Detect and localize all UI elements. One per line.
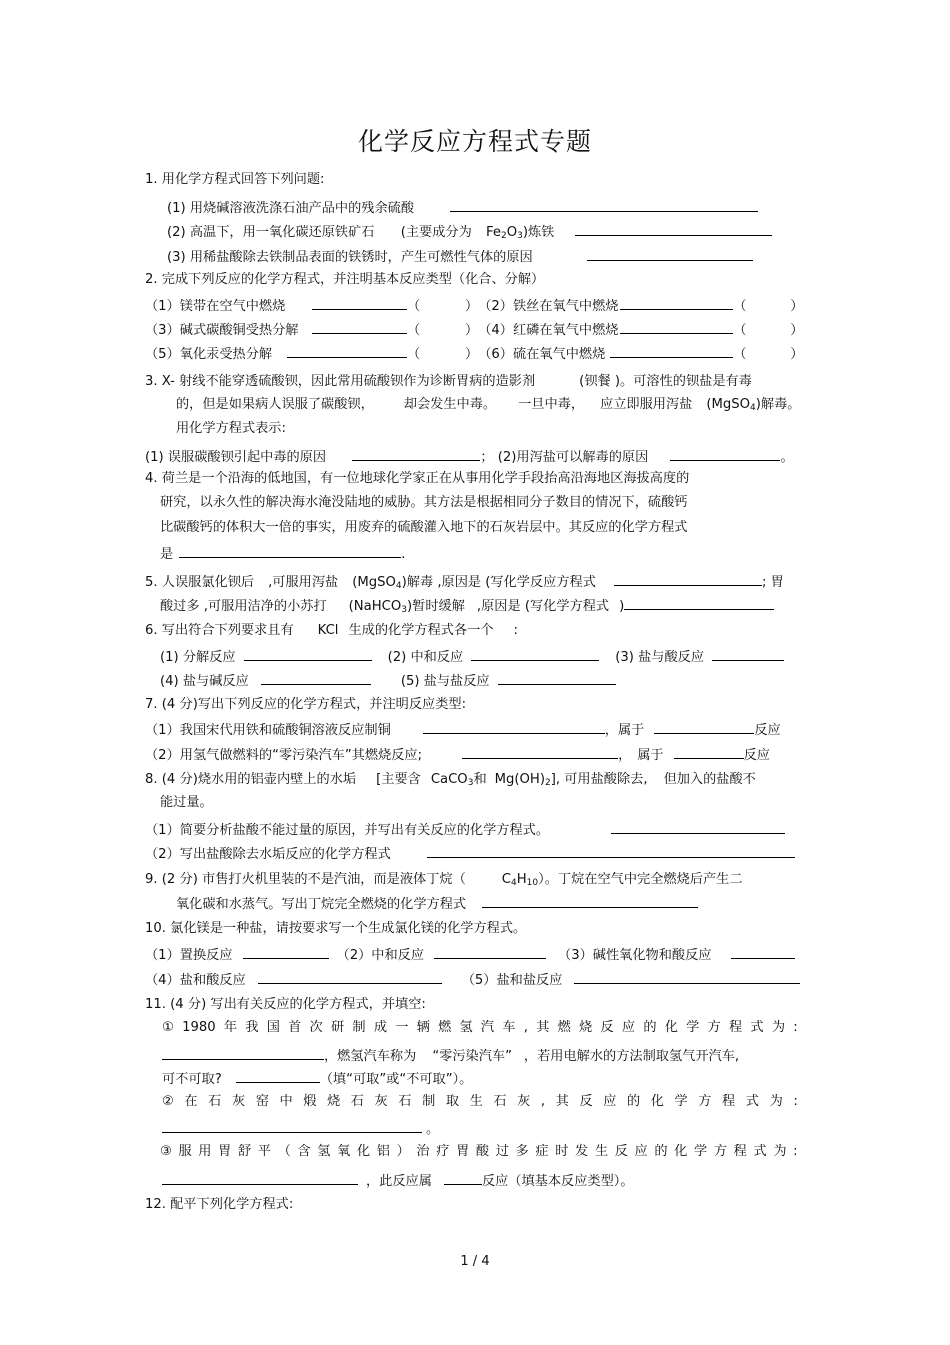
q11-text-token: ② <box>162 1094 174 1109</box>
q11-text-token: ① <box>162 1020 174 1035</box>
q11-text-token: 铝 <box>376 1144 390 1159</box>
q11-text-token: 为 <box>771 1020 786 1035</box>
q1-heading: 1. 用化学方程式回答下列问题: <box>145 172 325 187</box>
q11-text-token: 车 <box>502 1020 516 1035</box>
q2-row2: （3）碱式碳酸铜受热分解 （ ）（4）红磷在氧气中燃烧 （ ） <box>145 319 803 340</box>
q8-row2: （2）写出盐酸除去水垢反应的化学方程式 <box>145 843 795 864</box>
q4-line2: 研究，以永久性的解决海水淹没陆地的威胁。其方法是根据相同分子数目的情况下，硫酸钙 <box>160 495 688 510</box>
q11-text-token: 在 <box>184 1094 198 1109</box>
q11-text-token: 化 <box>664 1020 678 1035</box>
answer-blank[interactable] <box>574 969 800 984</box>
page-title: 化学反应方程式专题 <box>357 127 592 156</box>
answer-blank[interactable] <box>450 197 758 212</box>
q11-text-token: 灰 <box>517 1094 531 1109</box>
formula-mgso4: (MgSO$_4$ <box>352 575 402 591</box>
q2-item1: （1）镁带在空气中燃烧 <box>145 299 286 314</box>
q11-part1-line3: 可不可取? （填“可取”或“不可取”）。 <box>162 1068 472 1089</box>
q1-part3-text: (3) 用稀盐酸除去铁制品表面的铁锈时，产生可燃性气体的原因 <box>167 250 533 265</box>
q11-text-token: 其 <box>555 1094 569 1109</box>
q4-line1: 4. 荷兰是一个沿海的低地国，有一位地球化学家正在从事用化学手段抬高沿海地区海拔高度的 <box>145 471 690 486</box>
q11-text-token: 程 <box>722 1094 736 1109</box>
answer-blank[interactable] <box>587 246 753 261</box>
q11-text-token: 石 <box>350 1094 364 1109</box>
answer-blank[interactable] <box>471 646 599 661</box>
answer-blank[interactable] <box>444 1170 482 1185</box>
answer-blank[interactable] <box>258 969 442 984</box>
q11-text-token: 症 <box>535 1144 549 1159</box>
q11-text-token: 取 <box>445 1094 460 1109</box>
q11-text-token: 学 <box>686 1020 700 1035</box>
q11-text-token: 胃 <box>456 1144 470 1159</box>
q10-row1: （1）置换反应 （2）中和反应 （3）碱性氧化物和酸反应 <box>145 944 795 965</box>
answer-blank[interactable] <box>243 944 329 959</box>
q11-text-token: 应 <box>634 1144 648 1159</box>
q11-text-token: 燃 <box>557 1020 571 1035</box>
q11-text-token: 反 <box>600 1020 614 1035</box>
q11-text-token: 多 <box>515 1144 529 1159</box>
answer-blank[interactable] <box>244 646 372 661</box>
q11-text-token: 过 <box>495 1144 509 1159</box>
q11-text-token: 方 <box>707 1020 721 1035</box>
q11-text-token: 学 <box>674 1094 688 1109</box>
q11-text-token: 方 <box>713 1144 728 1159</box>
q2-item5: （5）氧化汞受热分解 <box>145 347 273 362</box>
q12-heading: 12. 配平下列化学方程式: <box>145 1197 294 1212</box>
answer-blank[interactable] <box>611 819 785 834</box>
q11-text-token: 首 <box>288 1020 302 1035</box>
q11-text-token: 辆 <box>416 1020 430 1035</box>
q5-line1: 5. 人误服氯化钡后 ,可服用泻盐 (MgSO$_4$)解毒 ,原因是 (写化学反应方程式 ; 胃 <box>145 571 784 592</box>
q11-text-token: 燃 <box>438 1020 452 1035</box>
q2-item6: （6）硫在氧气中燃烧 <box>478 347 606 362</box>
q11-text-token: 我 <box>245 1020 259 1035</box>
q11-text-token: 用 <box>198 1144 212 1159</box>
q11-text-token: 反 <box>614 1144 628 1159</box>
q9-line2: 氧化碳和水蒸气。写出丁烷完全燃烧的化学方程式 <box>176 893 698 914</box>
q11-text-token: 化 <box>650 1094 664 1109</box>
q11-text-token: 胃 <box>218 1144 232 1159</box>
q11-text-token: : <box>793 1094 798 1109</box>
q2-item4: （4）红磷在氧气中燃烧 <box>478 323 619 338</box>
q11-text-token: 烧 <box>327 1094 341 1109</box>
q2-item3: （3）碱式碳酸铜受热分解 <box>145 323 299 338</box>
q11-text-token: 窑 <box>255 1094 269 1109</box>
q5-line2: 酸过多 ,可服用洁净的小苏打 (NaHCO$_3$)暂时缓解 ,原因是 (写化学方程式 ) <box>160 595 774 616</box>
q11-text-token: 疗 <box>436 1144 450 1159</box>
q11-text-token: 石 <box>493 1094 507 1109</box>
q3-line4: (1) 误服碳酸钡引起中毒的原因 ； (2)用泻盐可以解毒的原因 。 <box>145 446 794 467</box>
q7-row1: （1）我国宋代用铁和硫酸铜溶液反应制铜 ，属于 反应 <box>145 719 781 740</box>
q11-text-token: 反 <box>579 1094 593 1109</box>
formula-fe2o3: $Fe_2O_3$ <box>486 225 523 241</box>
q2-row3: （5）氧化汞受热分解 （ ）（6）硫在氧气中燃烧 （ ） <box>145 343 803 364</box>
q6-heading: 6. 写出符合下列要求且有 KCl 生成的化学方程式各一个 : <box>145 623 518 638</box>
q11-text-token: 平 <box>257 1144 271 1159</box>
q8-line1: 8. (4 分)烧水用的铝壶内壁上的水垢 [主要含 CaCO$_3$和 $Mg(OH)_2$], 可用盐酸除去, 但加入的盐酸不 <box>145 772 756 788</box>
q11-text-token: , <box>540 1094 546 1109</box>
answer-blank[interactable] <box>614 571 762 586</box>
q11-text-token: 化 <box>674 1144 688 1159</box>
q11-text-token: 制 <box>422 1094 436 1109</box>
answer-blank[interactable] <box>620 295 733 310</box>
q3-line3: 用化学方程式表示: <box>176 421 286 436</box>
answer-blank[interactable] <box>423 719 605 734</box>
q1-part2-text: (2) 高温下，用一氧化碳还原铁矿石 <box>167 225 375 240</box>
q11-text-token: : <box>793 1144 798 1159</box>
formula-caco3: CaCO$_3$ <box>430 772 474 788</box>
q1-part1-text: (1) 用烧碱溶液洗涤石油产品中的残余硫酸 <box>167 201 415 216</box>
answer-blank[interactable] <box>624 595 774 610</box>
q11-text-token: 酸 <box>475 1144 490 1159</box>
q11-text-token: 的 <box>654 1144 668 1159</box>
q11-text-token: 灰 <box>231 1094 246 1109</box>
q8-line2: 能过量。 <box>160 795 213 810</box>
q11-part1-line2: ，燃氢汽车称为 “零污染汽车” ，若用电解水的方法制取氢气开汽车, <box>162 1045 739 1066</box>
q11-text-token: ③ <box>160 1144 172 1159</box>
formula-mgso4: (MgSO$_4$ <box>706 397 756 413</box>
answer-blank[interactable] <box>482 893 698 908</box>
q11-part1-line1 <box>162 1019 798 1037</box>
q11-text-token: 成 <box>373 1020 387 1035</box>
answer-blank[interactable] <box>674 744 744 759</box>
answer-blank[interactable] <box>162 1118 422 1133</box>
q11-text-token: 式 <box>745 1094 759 1109</box>
q11-text-token: 国 <box>266 1020 280 1035</box>
q11-text-token: 次 <box>309 1020 323 1035</box>
q11-text-token: 时 <box>555 1144 569 1159</box>
formula-mgoh2: $Mg(OH)_2$ <box>494 772 551 788</box>
q11-text-token: 石 <box>208 1094 222 1109</box>
q1-part3 <box>167 246 753 267</box>
q11-text-token: ） <box>396 1144 410 1159</box>
q11-text-token: 程 <box>733 1144 747 1159</box>
q11-text-token: 的 <box>643 1020 657 1035</box>
q11-text-token: 生 <box>469 1094 483 1109</box>
answer-blank[interactable] <box>620 319 733 334</box>
answer-blank[interactable] <box>731 944 795 959</box>
q2-row1: （1）镁带在空气中燃烧 （ ）（2）铁丝在氧气中燃烧 （ ） <box>145 295 803 316</box>
q11-text-token: 含 <box>297 1144 311 1159</box>
q11-text-token: 式 <box>750 1020 764 1035</box>
q11-text-token: 灰 <box>374 1094 388 1109</box>
q6-row1: (1) 分解反应 (2) 中和反应 (3) 盐与酸反应 <box>160 646 784 667</box>
formula-c4h10: $C_4H_{10}$ <box>501 872 539 888</box>
q11-text-token: 中 <box>279 1094 293 1109</box>
q6-row2: (4) 盐与碱反应 (5) 盐与盐反应 <box>160 670 616 691</box>
q2-item2: （2）铁丝在氧气中燃烧 <box>478 299 619 314</box>
q11-text-token: 研 <box>330 1020 345 1035</box>
q11-text-token: 1980 <box>182 1020 216 1035</box>
answer-blank[interactable] <box>654 719 754 734</box>
q3-line1: 3. X- 射线不能穿透硫酸钡，因此常用硫酸钡作为诊断胃病的造影剂 (钡餐 )。可溶性的钡盐是有毒 <box>145 374 752 389</box>
q3-line2: 的，但是如果病人误服了碳酸钡， 却会发生中毒。 一旦中毒， 应立即服用泻盐 (MgSO$_4$)解毒。 <box>176 397 801 413</box>
q11-text-token: 应 <box>621 1020 636 1035</box>
q2-heading: 2. 完成下列反应的化学方程式，并注明基本反应类型（化合、分解） <box>145 272 545 287</box>
q1-part2-note: (主要成分为 <box>400 225 472 240</box>
q10-heading: 10. 氯化镁是一种盐，请按要求写一个生成氯化镁的化学方程式。 <box>145 921 527 936</box>
q11-text-token: 煅 <box>303 1094 317 1109</box>
q11-text-token: 方 <box>698 1094 712 1109</box>
q11-text-token: 为 <box>769 1094 783 1109</box>
q11-text-token: 汽 <box>480 1020 495 1035</box>
q10-row2: （4）盐和酸反应 （5）盐和盐反应 <box>145 969 800 990</box>
q1-part2 <box>167 221 772 242</box>
answer-blank[interactable] <box>427 843 795 858</box>
q11-heading: 11. (4 分) 写出有关反应的化学方程式，并填空: <box>145 997 426 1012</box>
answer-blank[interactable] <box>312 295 407 310</box>
q9-line1: 9. (2 分) 市售打火机里装的不是汽油，而是液体丁烷（ $C_4H_{10}$）。丁烷在空气中完全燃烧后产生二 <box>145 872 743 888</box>
q11-text-token: 氢 <box>459 1020 473 1035</box>
q11-text-token: 为 <box>773 1144 787 1159</box>
q11-part3-line1 <box>160 1143 798 1161</box>
answer-blank[interactable] <box>287 343 407 358</box>
q11-part2-line2: 。 <box>162 1118 439 1139</box>
q11-part3-line2: ，此反应属 反应（填基本反应类型）。 <box>162 1170 634 1191</box>
q11-text-token: 生 <box>594 1144 609 1159</box>
q11-text-token: 的 <box>626 1094 641 1109</box>
answer-blank[interactable] <box>261 670 371 685</box>
q11-text-token: 烧 <box>579 1020 593 1035</box>
q11-text-token: 学 <box>694 1144 708 1159</box>
q11-text-token: 服 <box>178 1144 192 1159</box>
q11-text-token: 石 <box>398 1094 412 1109</box>
q11-text-token: 治 <box>416 1144 430 1159</box>
answer-blank[interactable] <box>670 446 780 461</box>
q4-line3: 比碳酸钙的体积大一倍的事实，用废弃的硫酸灌入地下的石灰岩层中。其反应的化学方程式 <box>160 520 688 535</box>
q11-text-token: 氢 <box>317 1144 331 1159</box>
q11-text-token: : <box>793 1020 798 1035</box>
q11-text-token: 制 <box>352 1020 366 1035</box>
q11-text-token: 发 <box>575 1144 589 1159</box>
answer-blank[interactable] <box>498 670 616 685</box>
q7-heading: 7. (4 分)写出下列反应的化学方程式，并注明反应类型: <box>145 697 467 712</box>
q11-text-token: 程 <box>729 1020 743 1035</box>
answer-blank[interactable] <box>162 1170 358 1185</box>
q8-row1: （1）简要分析盐酸不能过量的原因，并写出有关反应的化学方程式。 <box>145 819 785 840</box>
q11-text-token: 应 <box>603 1094 617 1109</box>
q11-text-token: 年 <box>223 1020 238 1035</box>
answer-blank[interactable] <box>236 1068 320 1083</box>
q11-text-token: 舒 <box>237 1144 252 1159</box>
answer-blank[interactable] <box>575 221 772 236</box>
q11-text-token: 一 <box>395 1020 409 1035</box>
q11-text-token: 其 <box>536 1020 550 1035</box>
q11-text-token: , <box>523 1020 528 1035</box>
q11-part2-line1 <box>162 1093 798 1111</box>
answer-blank[interactable] <box>179 543 401 558</box>
q1-part1 <box>167 197 758 218</box>
answer-blank[interactable] <box>352 446 480 461</box>
q7-row2: （2）用氢气做燃料的“零污染汽车”其燃烧反应; ， 属于 反应 <box>145 744 770 765</box>
q11-text-token: 化 <box>356 1144 371 1159</box>
q11-text-token: 氧 <box>337 1144 351 1159</box>
formula-nahco3: (NaHCO$_3$ <box>348 599 407 615</box>
answer-blank[interactable] <box>462 744 618 759</box>
answer-blank[interactable] <box>162 1045 324 1060</box>
answer-blank[interactable] <box>434 944 546 959</box>
page-number: 1 / 4 <box>460 1254 490 1269</box>
answer-blank[interactable] <box>312 319 407 334</box>
answer-blank[interactable] <box>712 646 784 661</box>
q1-part2-end: )炼铁 <box>522 225 555 240</box>
answer-blank[interactable] <box>610 343 733 358</box>
q11-text-token: 式 <box>753 1144 767 1159</box>
q11-text-token: （ <box>277 1144 291 1159</box>
q4-line4: 是 . <box>160 543 405 564</box>
